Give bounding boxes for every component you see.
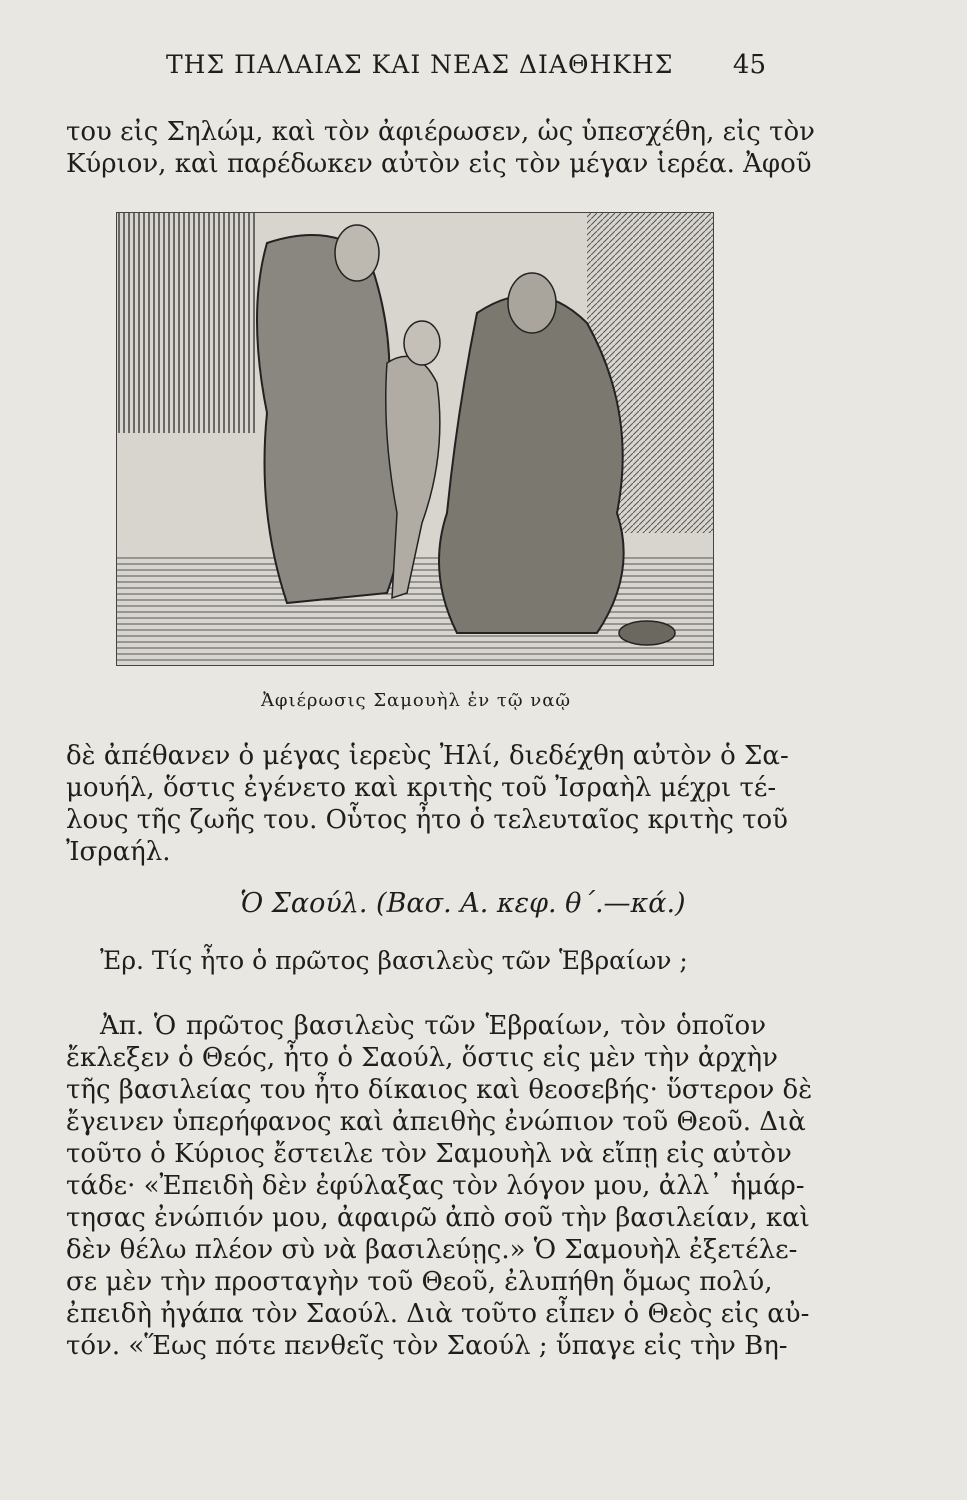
text-line: τῆς βασιλείας του ἦτο δίκαιος καὶ θεοσεβής· ὕστερον δὲ [66,1075,813,1105]
text-line: τοῦτο ὁ Κύριος ἔστειλε τὸν Σαμουὴλ νὰ εἴπῃ εἰς αὐτὸν [66,1139,792,1169]
engraving-illustration [116,212,714,666]
text-line: δὲ ἀπέθανεν ὁ μέγας ἱερεὺς Ἠλί, διεδέχθη αὐτὸν ὁ Σα- [66,741,789,771]
illustration-caption: Ἀφιέρωσις Σαμουὴλ ἐν τῷ ναῷ [260,690,572,711]
text-line: του εἰς Σηλώμ, καὶ τὸν ἀφιέρωσεν, ὡς ὑπεσχέθη, εἰς τὸν [66,117,815,147]
text-line: ἐπειδὴ ἠγάπα τὸν Σαούλ. Διὰ τοῦτο εἶπεν ὁ Θεὸς εἰς αὐ- [66,1299,810,1329]
running-header [66,46,766,86]
text-line: δὲν θέλω πλέον σὺ νὰ βασιλεύῃς.» Ὁ Σαμουὴλ ἐξετέλε- [66,1235,798,1265]
page-number: 45 [732,50,766,80]
text-line: Ἰσραήλ. [66,837,171,867]
text-line: τάδε· «Ἐπειδὴ δὲν ἐφύλαξας τὸν λόγον μου, ἀλλ᾽ ἡμάρ- [66,1171,805,1201]
section-heading: Ὁ Σαούλ. (Βασ. Α. κεφ. θ΄.—κά.) [240,888,686,919]
text-line: τόν. «Ἕως πότε πενθεῖς τὸν Σαούλ ; ὕπαγε εἰς τὴν Βη- [66,1331,788,1361]
text-line: λους τῆς ζωῆς του. Οὗτος ἦτο ὁ τελευταῖος κριτὴς τοῦ [66,805,788,835]
text-line: τησας ἐνώπιόν μου, ἀφαιρῶ ἀπὸ σοῦ τὴν βασιλείαν, καὶ [66,1203,810,1233]
question-line: Ἐρ. Τίς ἦτο ὁ πρῶτος βασιλεὺς τῶν Ἑβραίων ; [100,946,688,975]
text-line: σε μὲν τὴν προσταγὴν τοῦ Θεοῦ, ἐλυπήθη ὅμως πολύ, [66,1267,773,1297]
text-line: Ἀπ. Ὁ πρῶτος βασιλεὺς τῶν Ἑβραίων, τὸν ὁποῖον [100,1011,766,1041]
header-title: ΤΗΣ ΠΑΛΑΙΑΣ ΚΑΙ ΝΕΑΣ ΔΙΑΘΗΚΗΣ [166,50,674,79]
text-line: ἔκλεξεν ὁ Θεός, ἦτο ὁ Σαούλ, ὅστις εἰς μὲν τὴν ἀρχὴν [66,1043,778,1073]
engraving-icon [117,213,713,665]
text-line: ἔγεινεν ὑπερήφανος καὶ ἀπειθὴς ἐνώπιον τοῦ Θεοῦ. Διὰ [66,1107,806,1137]
text-line: μουήλ, ὅστις ἐγένετο καὶ κριτὴς τοῦ Ἰσραὴλ μέχρι τέ- [66,773,777,803]
text-line: Κύριον, καὶ παρέδωκεν αὐτὸν εἰς τὸν μέγαν ἱερέα. Ἀφοῦ [66,149,812,179]
